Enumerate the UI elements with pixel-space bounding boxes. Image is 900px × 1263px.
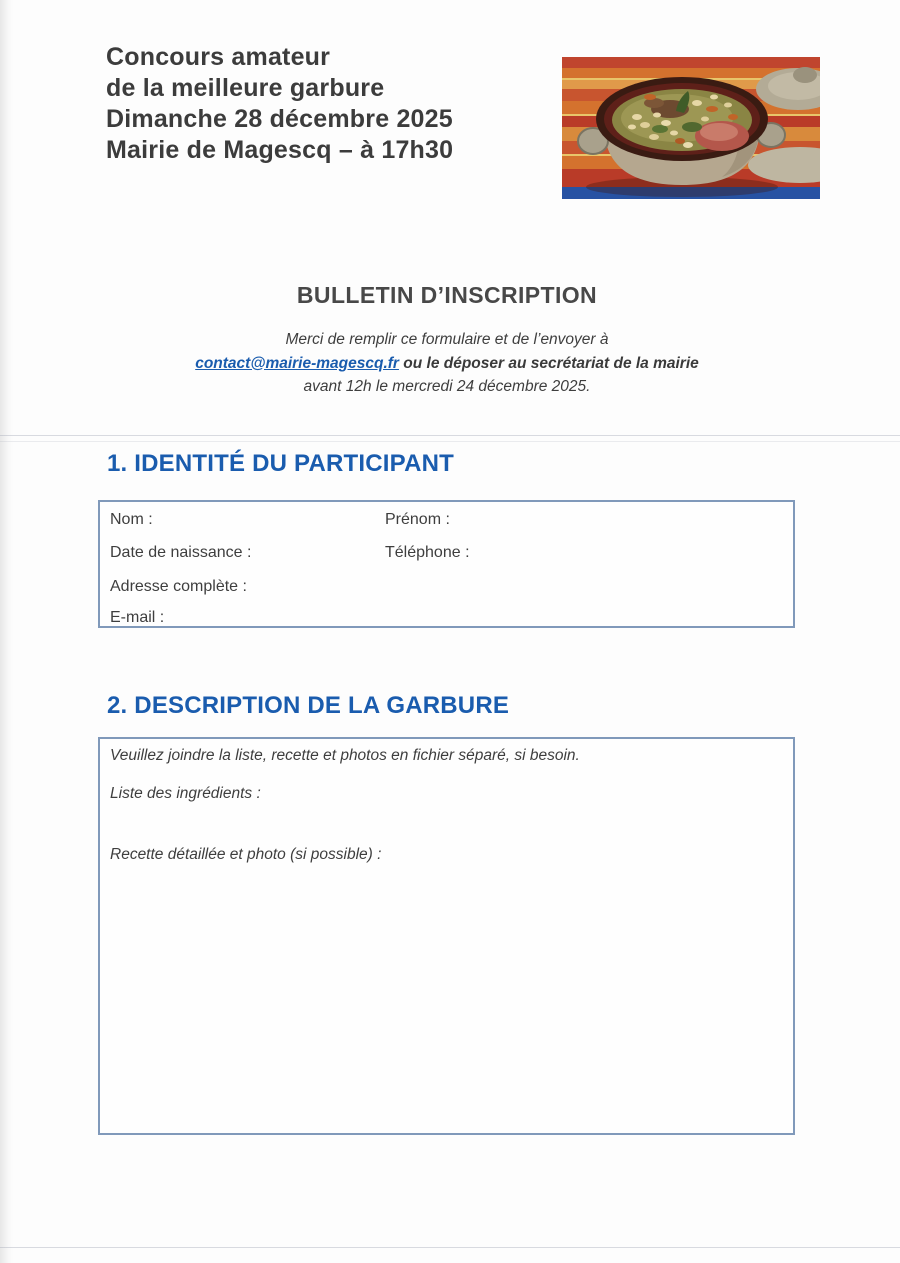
recipe-label: Recette détaillée et photo (si possible) : — [110, 846, 382, 863]
field-label-prenom: Prénom : — [385, 511, 450, 528]
garbure-photo — [562, 57, 820, 199]
instructions-line-2-rest: ou le déposer au secrétariat de la mairie — [398, 354, 699, 372]
title-line-1: Concours amateur — [106, 43, 331, 71]
scan-fold-line — [0, 1247, 900, 1248]
field-label-email: E-mail : — [110, 609, 165, 626]
email-link[interactable]: contact@mairie-magescq.fr — [195, 354, 399, 372]
field-label-date-naissance: Date de naissance : — [110, 544, 252, 561]
instructions-line-1: Merci de remplir ce formulaire et de l’envoyer à — [285, 331, 609, 348]
scan-edge-shadow — [0, 0, 13, 1263]
form-title: BULLETIN D’INSCRIPTION — [296, 282, 598, 308]
instructions-line-3: avant 12h le mercredi 24 décembre 2025. — [303, 378, 591, 395]
scan-fold-line — [0, 435, 900, 436]
ingredients-label: Liste des ingrédients : — [110, 785, 261, 802]
field-label-nom: Nom : — [110, 511, 153, 528]
instructions-block — [0, 328, 894, 399]
attachment-note: Veuillez joindre la liste, recette et photos en fichier séparé, si besoin. — [110, 747, 580, 764]
soup-pot-illustration — [562, 57, 820, 199]
title-line-3: Dimanche 28 décembre 2025 — [106, 105, 453, 133]
document-title — [106, 42, 453, 166]
title-line-2: de la meilleure garbure — [106, 74, 385, 102]
field-label-telephone: Téléphone : — [385, 544, 470, 561]
title-line-4: Mairie de Magescq – à 17h30 — [106, 136, 454, 164]
section-1-heading: 1. IDENTITÉ DU PARTICIPANT — [107, 450, 454, 477]
section-2-heading: 2. DESCRIPTION DE LA GARBURE — [107, 692, 510, 719]
identity-fields-box — [98, 500, 795, 628]
field-label-adresse: Adresse complète : — [110, 578, 247, 595]
description-box — [98, 737, 795, 1135]
instructions-line-2 — [0, 352, 894, 376]
scan-fold-line — [0, 441, 900, 442]
